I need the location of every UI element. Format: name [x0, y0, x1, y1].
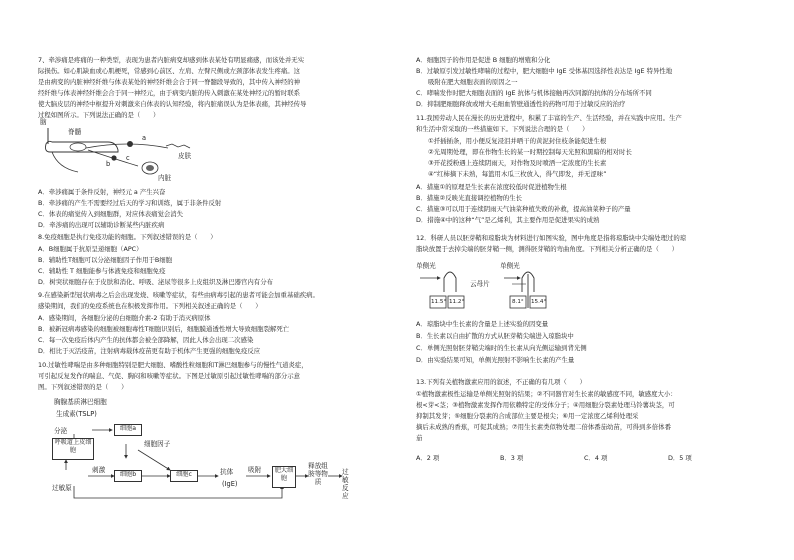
- q11-measure: ②光周期处理，即在作物生长的某一时期控制每天光照和黑暗的相对时长: [428, 148, 632, 156]
- skin-mark: [166, 144, 190, 148]
- q10-flowchart-arrows: [52, 400, 352, 526]
- q11-option-c: C．措施③可以用于连续阴雨天气油菜种植失败的补救，提高油菜种子的产量: [416, 205, 631, 213]
- q7-diagram-svg: [38, 120, 208, 182]
- ige-label: (IgE): [222, 480, 238, 488]
- neuron-a-cell-body: [127, 141, 133, 147]
- q11-option-b: B．措施②反映光直接调控植物的生长: [416, 194, 522, 202]
- mast-cell-label: 肥大细胞: [274, 467, 294, 482]
- q7-line: 过程如图所示。下列说法正确的是（ ）: [38, 111, 160, 119]
- q9-line: 9.在感染新型冠状病毒之后会出现发烧、咳嗽等症状，有些由病毒引起的患者可能会加重基础疾病。: [38, 291, 319, 299]
- q10-line: 10.过敏性哮喘是由多种细胞特别是肥大细胞、嗜酸性粒细胞和T淋巴细胞参与的慢性气道炎症，: [38, 361, 308, 369]
- q8-option-a: A．B细胞属于抗原呈递细胞（APC）: [38, 245, 143, 253]
- epithelial-cell-box: [52, 438, 94, 460]
- q12-option-d: D．由实验结果可知，单侧光照射不影响生长素的产生量: [416, 356, 575, 364]
- q12-option-b: B．生长素以自由扩散的方式从胚芽鞘尖端进入琼脂块中: [416, 332, 574, 340]
- light-label-1: 单侧光: [416, 262, 436, 270]
- q8-stem: 8.免疫细胞是执行免疫功能的细胞。下列叙述错误的是（ ）: [38, 233, 217, 241]
- q10-option-a: A．细胞因子的作用是促进 B 细胞的增殖和分化: [416, 56, 551, 64]
- q13-line: 13.下列有关植物激素应用的叙述，不正确的有几项（ ）: [416, 378, 586, 386]
- q7-pain-pathway-diagram: [38, 120, 208, 182]
- q7-option-d: D．牵涉痛的出现可以辅助诊断某些内脏疾病: [38, 221, 165, 229]
- neuron-c-path: [52, 152, 78, 172]
- q10-line: 可引起反复发作的喘息、气促、胸闷和咳嗽等症状。下图是过敏原引起过敏性哮喘的部分示意: [38, 372, 301, 380]
- q12-line: 脂块放置于去掉尖端的胚芽鞘一侧，测得胚芽鞘的弯曲角度。下列相关分析正确的是（ ）: [416, 245, 679, 253]
- allergen-label: 过敏原: [52, 484, 72, 492]
- q9-line: 感染期间，我们的免疫系统也在积极发挥作用。下列相关叙述正确的是（ ）: [38, 302, 262, 310]
- q7-option-c: C．体表的痛觉传入到细胞群，对应体表痛觉会消失: [38, 210, 184, 218]
- cell-b-label: 细胞b: [119, 471, 137, 478]
- label-c: c: [126, 154, 130, 162]
- cell-b-box: [114, 470, 142, 482]
- reaction-label: 过敏反应: [342, 468, 349, 500]
- q10-line: 图。下列叙述错误的是（ ）: [38, 383, 128, 391]
- angle-4: 15.4°: [531, 299, 547, 305]
- q7-option-a: A．牵涉痛属于条件反射，神经元 a 产生兴奋: [38, 188, 166, 196]
- stimulate-label: 刺激: [92, 466, 106, 474]
- q11-measure: ③开花授粉遇上连续阴雨天，对作物及时喷洒一定浓度的生长素: [428, 159, 607, 167]
- q9-option-b: B．被新冠病毒感染的细胞被细胞毒性T细胞识别后，细胞膜通透性增大导致细胞裂解死亡: [38, 325, 290, 333]
- viscera-label: 内脏: [158, 174, 172, 182]
- viscera-inner: [146, 165, 154, 171]
- q12-line: 12．科研人员以胚芽鞘和琼脂块为材料进行如图实验，图中角度是指将琼脂块中尖端处理过的琼: [416, 234, 687, 242]
- tslp-title-2: 生成素(TSLP): [56, 410, 97, 418]
- secrete-label: 分泌: [54, 427, 68, 435]
- mica-label: 云母片: [470, 280, 490, 288]
- neuron-a-path: [86, 144, 168, 148]
- spinal-grey-matter: [70, 143, 86, 151]
- q13-line: 抑制其发芽；⑤细胞分裂素的合成部位主要是根尖；⑥用一定浓度乙烯利处理采: [416, 412, 639, 420]
- q8-option-c: C．辅助性 T 细胞能参与体液免疫和细胞免疫: [38, 267, 166, 275]
- adsorb-label: 吸附: [248, 466, 262, 474]
- cell-c-box: [170, 470, 198, 482]
- q13-line: ①植物激素极性运输是单侧光照射的结果；②不同器官对生长素的敏感度不同，敏感度大小：: [416, 390, 677, 398]
- q13-option-a: A．2 项: [416, 454, 440, 462]
- angle-2: 11.2°: [449, 299, 465, 305]
- q13-line: 根<芽<茎；③植物激素发挥作用依赖特定的受体分子；④用细胞分裂素处理马铃薯块茎，可: [416, 401, 675, 409]
- q11-option-d: D．措施④中的这种“气”是乙烯利，其主要作用是促进果实的成熟: [416, 216, 600, 224]
- q9-option-d: D．相比于灭活疫苗，注射病毒载体疫苗更有助于机体产生更强的细胞免疫反应: [38, 347, 261, 355]
- skin-label: 皮肤: [178, 152, 192, 160]
- angle-1: 11.5°: [431, 299, 447, 305]
- antibody-label: 抗体: [220, 468, 234, 476]
- q10-option-d: D．抑制肥细胞释放或增大毛细血管壁通透性的药物可用于过敏反应的治疗: [416, 100, 626, 108]
- q13-option-d: D．5 项: [668, 454, 692, 462]
- q10-option-c: C．哮喘发作时肥大细胞表面的 IgE 抗体与机体接触再次同源的抗体的分布场所不同: [416, 89, 652, 97]
- arrow-allergen-mast: [74, 486, 282, 498]
- q7-line: 7、牵涉痛是疼痛的一种类型，表现为患者内脏病变却感到体表某处有明显痛感，而该处并无实: [38, 56, 305, 64]
- q7-line: 际损伤。如心肌缺血或心肌梗死，常感到心前区、左肩、左臂尺侧或左颈部体表发生疼痛。这: [38, 67, 301, 75]
- label-a: a: [142, 134, 147, 142]
- cytokine-label: 细胞因子: [144, 440, 171, 448]
- light-label-2: 单侧光: [500, 262, 520, 270]
- q9-option-c: C．每一次免疫后体内产生的抗体都会被全部降解，因此人体会出现二次感染: [38, 336, 254, 344]
- q12-experiment-diagram: [416, 262, 586, 318]
- q10-allergy-flowchart: [52, 400, 352, 526]
- label-b: b: [106, 160, 111, 168]
- q13-line: 摘后未成熟的香蕉，可促其成熟；⑦用生长素类似物处理二倍体番茄幼苗，可得到多倍体番: [416, 423, 671, 431]
- q13-line: 茄: [416, 434, 423, 442]
- q8-option-d: D．树突状细胞存在于皮肤和消化、呼吸、泌尿等很多上皮组织及淋巴器官内有分布: [38, 278, 273, 286]
- q7-line: 经纤维与体表神经纤维会合于同一神经元，由于病变内脏的传入刺激在某处神经元的暂时联系: [38, 89, 301, 97]
- q7-line: 使大脑皮层的神经中枢提升对刺激来自体表的认知经验，将内脏痛误认为是体表痛，其神经传导: [38, 100, 307, 108]
- q10-option-b: B．过敏原引发过敏性哮喘的过程中，肥大细胞中 IgE 受体基因选择性表达是 IgE 特异性地: [416, 67, 673, 75]
- coleoptile-tip-1: [444, 272, 456, 292]
- q11-line: 11.我国劳动人民在漫长的历史进程中，积累了丰富的生产、生活经验，并在实践中应用。生产: [416, 114, 682, 122]
- epithelial-cell-label: 呼吸道上皮细胞: [54, 439, 92, 454]
- q11-measure: ④“红柿摘下未熟，每篮用木瓜三枚放入，得气即发，并无涩味”: [428, 170, 607, 178]
- cell-a-box: [114, 424, 142, 436]
- q13-option-b: B．3 项: [500, 454, 524, 462]
- cell-a-label: 细胞a: [119, 425, 137, 432]
- q11-measure: ①扦插插条，用小便反复浸泪并晒干的黄泥封住枝条能促进生根: [428, 137, 607, 145]
- q10-option-b-cont: 吸附在肥大细胞表面的原因之一: [428, 78, 518, 86]
- spinal-cord-label: 脊髓: [68, 128, 82, 136]
- release-label: 释放组胺等物质: [308, 462, 328, 486]
- tslp-title-1: 胸腺基质淋巴细胞: [54, 398, 107, 406]
- q12-option-c: C．单侧光照射胚芽鞘尖端时的生长素从向光侧运输到背光侧: [416, 344, 587, 352]
- angle-3: 8.1°: [512, 299, 524, 305]
- neuron-b-cell-body: [111, 155, 116, 160]
- q7-line: 是由病变的内脏神经纤维与体表某处的神经纤维会合于同一脊髓段导致的，其中传入神经的神: [38, 78, 301, 86]
- q12-option-a: A．琼脂块中生长素的含量是上述实验的因变量: [416, 320, 549, 328]
- q11-line: 和生活中常采取的一些措施如下。下列说法合理的是（ ）: [416, 125, 589, 133]
- brain-label: 脑: [40, 118, 47, 126]
- arrow-cytokine: [138, 450, 170, 470]
- q8-option-b: B．辅助性T细胞可以分泌细胞因子作用于B细胞: [38, 256, 173, 264]
- q9-option-a: A．感染期间，各细胞分泌的白细胞介素-2 有助于消灭病原体: [38, 314, 211, 322]
- q13-option-c: C．4 项: [584, 454, 608, 462]
- cell-c-label: 细胞c: [176, 471, 192, 478]
- q7-option-b: B．牵涉痛的产生不需要经过后天的学习和训练，属于非条件反射: [38, 199, 222, 207]
- mast-cell-box: [272, 466, 296, 488]
- q11-option-a: A．措施①的原理是生长素在浓度较低时促进植物生根: [416, 183, 567, 191]
